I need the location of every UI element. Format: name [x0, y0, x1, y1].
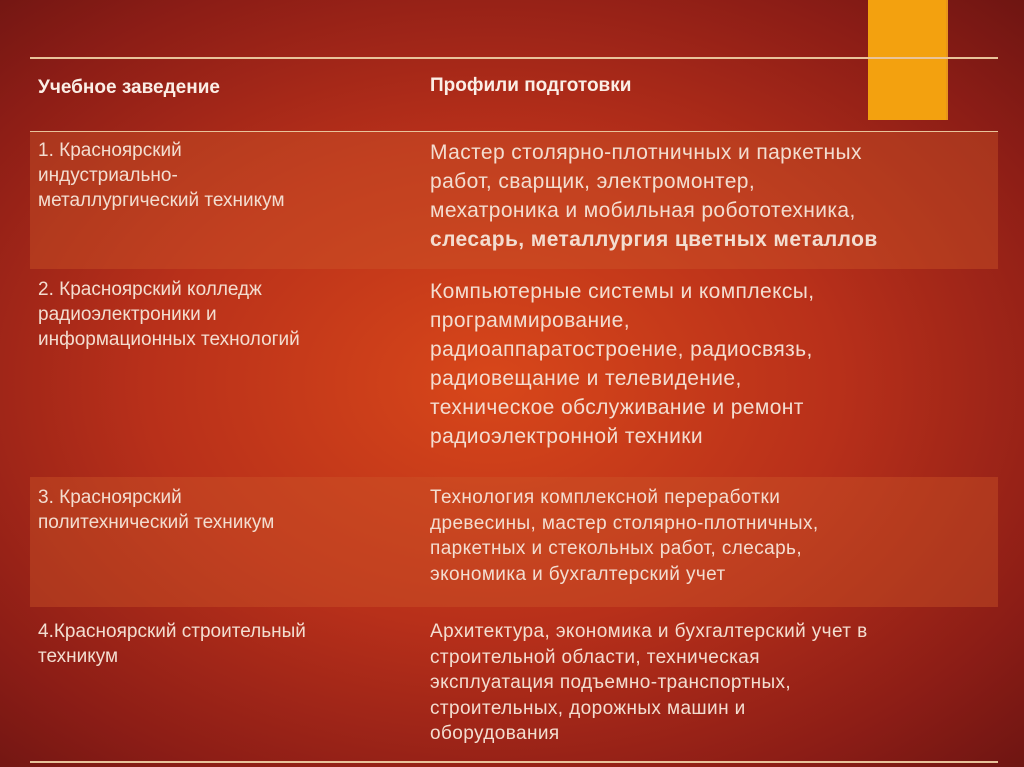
profile-line: эксплуатация подъемно-транспортных, — [430, 672, 792, 693]
institution-line: политехнический техникум — [38, 512, 275, 533]
profile-line: радиоаппаратостроение, радиосвязь, — [430, 338, 813, 361]
profile-line: Архитектура, экономика и бухгалтерский учет в — [430, 621, 868, 642]
profile-line: Технология комплексной переработки — [430, 487, 781, 508]
profile-line: программирование, — [430, 309, 630, 332]
institution-line: информационных технологий — [38, 329, 300, 350]
table-row — [30, 607, 998, 762]
profile-line: радиовещание и телевидение, — [430, 367, 742, 390]
profile-line: строительной области, техническая — [430, 646, 760, 668]
institution-line: индустриально- — [38, 165, 178, 186]
programs-table — [30, 47, 998, 767]
profile-line: Компьютерные системы и комплексы, — [430, 280, 815, 303]
institution-line: техникум — [38, 646, 119, 667]
table-header — [30, 47, 998, 132]
table-bottom-rule — [30, 761, 998, 763]
institution-line: 2. Красноярский колледж — [38, 279, 262, 300]
table-row — [30, 132, 998, 269]
institution-line: металлургический техникум — [38, 190, 285, 211]
institution-line: 3. Красноярский — [38, 487, 182, 508]
profile-line: экономика и бухгалтерский учет — [430, 563, 726, 585]
profiles-cell — [430, 619, 990, 747]
institution-cell — [38, 619, 398, 669]
profile-line: мехатроника и мобильная робототехника, — [430, 199, 856, 222]
profile-line: древесины, мастер столярно-плотничных, — [430, 512, 819, 534]
profile-line: строительных, дорожных машин и — [430, 697, 746, 719]
profile-line: паркетных и стекольных работ, слесарь, — [430, 538, 803, 559]
institution-line: 1. Красноярский — [38, 140, 182, 161]
profile-line: оборудования — [430, 723, 560, 744]
institution-line: радиоэлектроники и — [38, 304, 217, 325]
profile-line: техническое обслуживание и ремонт — [430, 396, 804, 419]
profile-line: Мастер столярно-плотничных и паркетных — [430, 141, 862, 164]
profile-line: радиоэлектронной техники — [430, 425, 703, 448]
institution-cell — [38, 485, 398, 535]
profile-line: слесарь, металлургия цветных металлов — [430, 228, 878, 251]
header-institution: Учебное заведение — [38, 77, 220, 98]
header-profiles: Профили подготовки — [430, 75, 632, 96]
profile-line: работ, сварщик, электромонтер, — [430, 170, 756, 193]
profiles-cell — [430, 138, 990, 254]
profiles-cell — [430, 485, 990, 587]
table-row — [30, 477, 998, 607]
profiles-cell — [430, 277, 990, 451]
institution-cell — [38, 277, 398, 352]
table-row — [30, 269, 998, 477]
institution-cell — [38, 138, 398, 213]
institution-line: 4.Красноярский строительный — [38, 621, 306, 642]
